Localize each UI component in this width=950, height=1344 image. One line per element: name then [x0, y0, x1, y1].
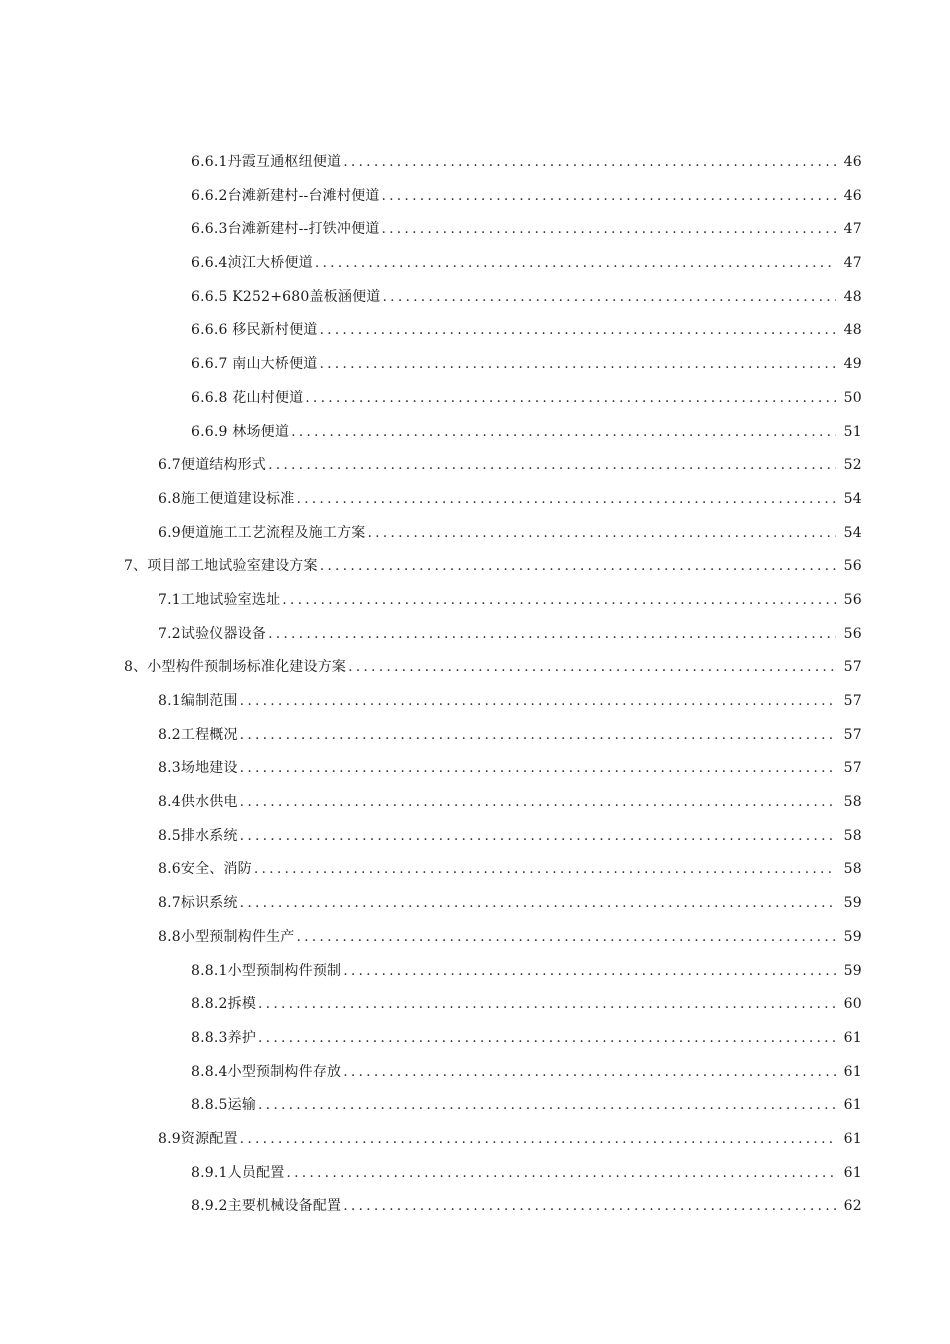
toc-dot-leader: [282, 584, 836, 618]
toc-entry-page-number: 56: [843, 591, 862, 608]
toc-dot-leader: [240, 752, 836, 786]
toc-entry[interactable]: [0, 180, 950, 214]
toc-entry-title: 6.6.1丹霞互通枢纽便道: [191, 154, 342, 170]
toc-entry-page-number: 56: [843, 625, 862, 642]
toc-entry[interactable]: [0, 921, 950, 955]
toc-entry-title: 8.7标识系统: [158, 895, 238, 912]
toc-entry[interactable]: [0, 1157, 950, 1191]
toc-entry[interactable]: [0, 955, 950, 989]
toc-entry-title: 8.5排水系统: [158, 827, 238, 844]
toc-dot-leader: [258, 988, 836, 1022]
toc-entry-page-number: 52: [843, 457, 862, 474]
toc-entry-page-number: 56: [843, 558, 862, 575]
toc-dot-leader: [240, 719, 836, 753]
toc-dot-leader: [343, 1190, 836, 1224]
toc-entry-page-number: 57: [843, 726, 862, 743]
toc-entry[interactable]: [0, 1056, 950, 1090]
toc-entry[interactable]: [0, 348, 950, 382]
toc-entry[interactable]: [0, 1190, 950, 1224]
toc-entry[interactable]: [0, 1123, 950, 1157]
toc-entry-page-number: 60: [843, 996, 862, 1013]
toc-entry-page-number: 61: [843, 1029, 862, 1046]
toc-entry-title: 6.6.7 南山大桥便道: [191, 356, 318, 373]
toc-dot-leader: [268, 449, 836, 483]
toc-entry[interactable]: [0, 618, 950, 652]
toc-entry-title: 7、项目部工地试验室建设方案: [124, 558, 318, 575]
toc-entry[interactable]: [0, 382, 950, 416]
toc-entry-title: 8.8.3养护: [191, 1029, 257, 1046]
toc-dot-leader: [319, 314, 836, 348]
toc-dot-leader: [343, 1056, 836, 1090]
toc-entry-page-number: 57: [843, 659, 862, 676]
toc-entry-title: 8.6安全、消防: [158, 861, 252, 878]
toc-entry-page-number: 61: [843, 1063, 862, 1080]
toc-entry[interactable]: [0, 584, 950, 618]
toc-entry-title: 6.6.4浈江大桥便道: [191, 255, 313, 272]
toc-dot-leader: [296, 483, 836, 517]
toc-entry-title: 8.8.2拆模: [191, 996, 257, 1013]
toc-dot-leader: [381, 180, 836, 214]
toc-entry[interactable]: [0, 146, 950, 180]
toc-entry-title: 8.8.4小型预制构件存放: [191, 1063, 342, 1080]
toc-dot-leader: [319, 348, 836, 382]
toc-entry[interactable]: [0, 820, 950, 854]
toc-entry-page-number: 61: [843, 1097, 862, 1114]
toc-entry[interactable]: [0, 213, 950, 247]
toc-dot-leader: [315, 247, 836, 281]
toc-dot-leader: [258, 1022, 836, 1056]
toc-entry[interactable]: [0, 988, 950, 1022]
toc-entry-title: 7.1工地试验室选址: [158, 591, 281, 608]
toc-dot-leader: [291, 416, 836, 450]
toc-entry-title: 8.9资源配置: [158, 1130, 238, 1147]
toc-dot-leader: [343, 146, 836, 180]
toc-dot-leader: [343, 955, 836, 989]
toc-entry-page-number: 58: [843, 827, 862, 844]
toc-entry-title: 8.8.1小型预制构件预制: [191, 962, 342, 979]
toc-entry-page-number: 50: [843, 389, 862, 406]
toc-dot-leader: [305, 382, 836, 416]
toc-entry[interactable]: [0, 247, 950, 281]
toc-entry-title: 8.8小型预制构件生产: [158, 928, 295, 945]
toc-entry-page-number: 59: [843, 895, 862, 912]
toc-entry-page-number: 59: [843, 928, 862, 945]
toc-entry-page-number: 57: [843, 693, 862, 709]
toc-entry[interactable]: [0, 887, 950, 921]
toc-entry-title: 6.6.2台滩新建村--台滩村便道: [191, 187, 380, 204]
toc-entry[interactable]: [0, 685, 950, 719]
toc-entry-page-number: 46: [843, 187, 862, 204]
toc-entry-page-number: 47: [843, 221, 862, 238]
toc-entry-title: 8.2工程概况: [158, 726, 238, 743]
toc-entry-title: 6.7便道结构形式: [158, 457, 267, 474]
toc-dot-leader: [348, 651, 836, 685]
toc-dot-leader: [268, 618, 836, 652]
toc-entry-page-number: 59: [843, 962, 862, 979]
toc-entry[interactable]: [0, 314, 950, 348]
toc-dot-leader: [320, 550, 836, 584]
toc-entry-page-number: 62: [843, 1198, 862, 1215]
toc-entry-title: 8.8.5运输: [191, 1097, 257, 1114]
toc-entry[interactable]: [0, 281, 950, 315]
toc-entry-title: 6.6.9 林场便道: [191, 423, 290, 440]
toc-entry-title: 8.4供水供电: [158, 794, 238, 811]
toc-dot-leader: [367, 517, 836, 551]
toc-entry-title: 6.9便道施工工艺流程及施工方案: [158, 524, 366, 541]
toc-entry-title: 8.9.2主要机械设备配置: [191, 1198, 342, 1215]
toc-dot-leader: [296, 921, 836, 955]
toc-dot-leader: [383, 281, 836, 315]
toc-entry-page-number: 51: [843, 423, 862, 440]
toc-entry-page-number: 48: [843, 288, 862, 305]
toc-entry-title: 6.6.5 K252+680盖板涵便道: [191, 288, 381, 305]
toc-entry-title: 6.8施工便道建设标准: [158, 490, 295, 507]
toc-entry[interactable]: [0, 416, 950, 450]
toc-dot-leader: [258, 1089, 836, 1123]
toc-entry[interactable]: [0, 1022, 950, 1056]
toc-entry-title: 8、小型构件预制场标准化建设方案: [124, 659, 347, 676]
toc-dot-leader: [240, 820, 836, 854]
toc-entry-page-number: 46: [843, 154, 862, 170]
table-of-contents: [0, 146, 950, 1224]
toc-entry[interactable]: [0, 719, 950, 753]
toc-entry[interactable]: [0, 752, 950, 786]
toc-dot-leader: [240, 685, 836, 719]
toc-entry-title: 8.9.1人员配置: [191, 1164, 285, 1181]
toc-entry-page-number: 54: [843, 490, 862, 507]
toc-entry-page-number: 58: [843, 861, 862, 878]
toc-entry[interactable]: [0, 786, 950, 820]
toc-dot-leader: [240, 786, 836, 820]
toc-dot-leader: [286, 1157, 836, 1191]
toc-entry-page-number: 48: [843, 322, 862, 339]
toc-entry-title: 6.6.3台滩新建村--打铁冲便道: [191, 221, 380, 238]
toc-entry-title: 6.6.6 移民新村便道: [191, 322, 318, 339]
toc-dot-leader: [240, 887, 836, 921]
toc-entry-title: 7.2试验仪器设备: [158, 625, 267, 642]
toc-entry-title: 8.1编制范围: [158, 693, 238, 709]
toc-entry[interactable]: [0, 550, 950, 584]
toc-entry[interactable]: [0, 517, 950, 551]
toc-dot-leader: [240, 1123, 836, 1157]
toc-entry-page-number: 61: [843, 1130, 862, 1147]
toc-entry-page-number: 47: [843, 255, 862, 272]
toc-entry-page-number: 58: [843, 794, 862, 811]
toc-entry[interactable]: [0, 449, 950, 483]
toc-dot-leader: [254, 853, 836, 887]
toc-entry-page-number: 57: [843, 760, 862, 777]
toc-entry[interactable]: [0, 1089, 950, 1123]
toc-entry-title: 6.6.8 花山村便道: [191, 389, 304, 406]
toc-entry-page-number: 61: [843, 1164, 862, 1181]
toc-entry[interactable]: [0, 651, 950, 685]
toc-entry-page-number: 54: [843, 524, 862, 541]
toc-entry-page-number: 49: [843, 356, 862, 373]
toc-entry[interactable]: [0, 853, 950, 887]
toc-entry-title: 8.3场地建设: [158, 760, 238, 777]
toc-dot-leader: [381, 213, 836, 247]
toc-entry[interactable]: [0, 483, 950, 517]
